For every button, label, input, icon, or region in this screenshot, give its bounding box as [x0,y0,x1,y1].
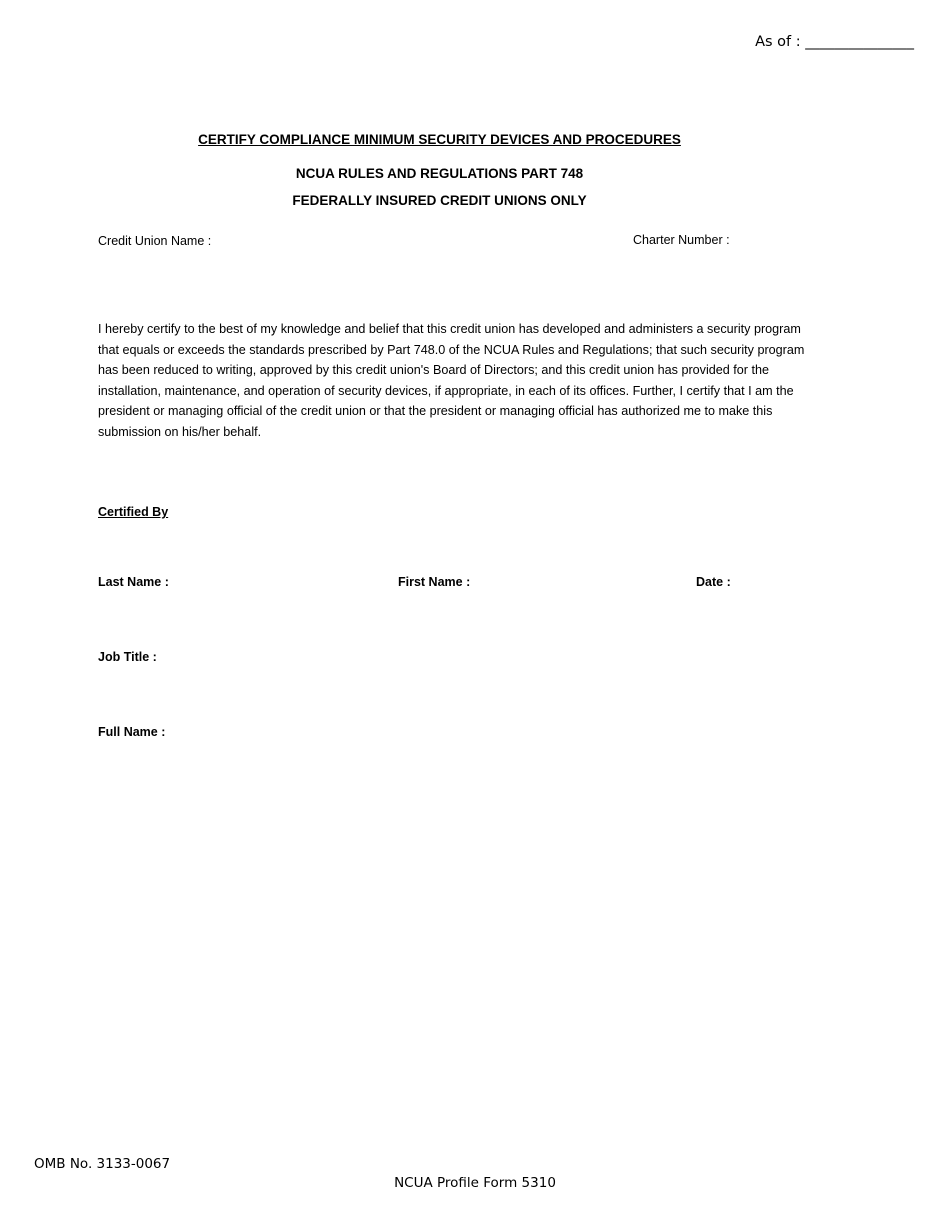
charter-number-label: Charter Number : [633,233,730,247]
form-number: NCUA Profile Form 5310 [394,1175,556,1191]
date-label: Date : [696,575,731,589]
document-title: CERTIFY COMPLIANCE MINIMUM SECURITY DEVICES AND PROCEDURES [198,132,681,147]
certified-by-heading: Certified By [98,505,169,519]
as-of-field[interactable]: As of : _______________ [755,34,914,50]
first-name-label: First Name : [398,575,471,589]
last-name-label: Last Name : [98,575,169,589]
credit-union-name-label: Credit Union Name : [98,234,212,248]
full-name-label: Full Name : [98,725,166,739]
job-title-label: Job Title : [98,650,157,664]
certification-statement: I hereby certify to the best of my knowledge and belief that this credit union has developed and administers a security program that equals or exceeds the standards prescribed by Part 748.0 of the NCUA Rules and Regulations; that such security program has been reduced to writing, approved by this credit union's Board of Directors; and this credit union has provided for the installation, maintenance, and operation of security devices, if appropriate, in each of its offices. Further, I certify that I am the president or managing official of the credit union or that the president or managing official has authorized me to make this submission on his/her behalf. [98,322,805,439]
regulation-subtitle: NCUA RULES AND REGULATIONS PART 748 [295,166,584,181]
scope-subtitle: FEDERALLY INSURED CREDIT UNIONS ONLY [292,193,587,208]
omb-number: OMB No. 3133-0067 [34,1156,171,1172]
